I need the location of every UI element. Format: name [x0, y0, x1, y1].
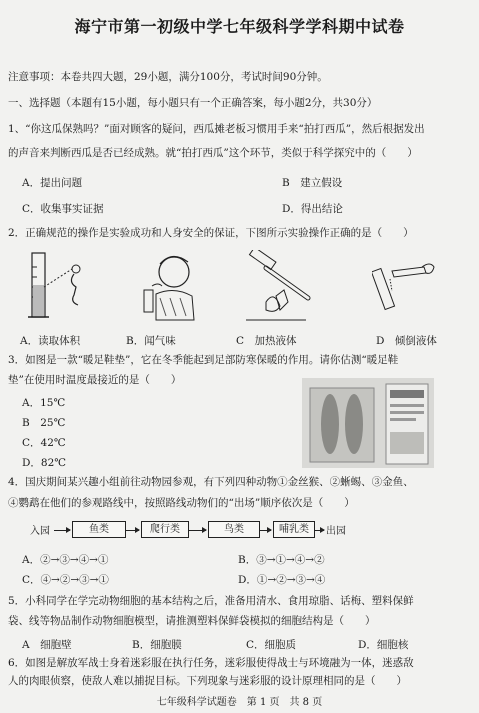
exam-title: 海宁市第一初级中学七年级科学学科期中试卷 [74, 17, 405, 36]
flow-fish: 鱼类 [72, 521, 126, 538]
heating-liquid-figure [236, 250, 326, 322]
q5-stem-line-1: 5．小科同学在学完动物细胞的基本结构之后，准备用清水、食用琼脂、话梅、塑料保鲜 [8, 595, 414, 607]
exam-notice: 注意事项：本卷共四大题，29小题，满分100分，考试时间90分钟。 [8, 71, 328, 83]
q1-stem-line-1: 1、“你这瓜保熟吗？”面对顾客的疑问，西瓜摊老板习惯用手来“拍打西瓜”，然后根据发出 [8, 123, 425, 135]
flow-birds: 鸟类 [208, 521, 260, 538]
q3-option-b: B 25℃ [22, 417, 66, 429]
q6-stem-line-2: 人的肉眼侦察，使敌人难以捕捉目标。下列现象与迷彩服的设计原理相同的是（ ） [8, 675, 407, 687]
smelling-gas-figure [136, 250, 206, 322]
q3-option-a: A．15℃ [22, 397, 66, 409]
q1-stem-line-2: 的声音来判断西瓜是否已经成熟。就“拍打西瓜”这个环节，类似于科学探究中的（ ） [8, 147, 418, 159]
q1-option-a: A．提出问题 [22, 177, 83, 189]
q2-option-b: B．闻气味 [126, 335, 176, 347]
q5-option-d: D．细胞核 [358, 639, 409, 651]
q4-stem-line-2: ④鹦鹉在他们的参观路线中，按照路线动物们的“出场”顺序依次是（ ） [8, 497, 355, 509]
page-footer: 七年级科学试题卷 第 1 页 共 8 页 [156, 697, 323, 708]
q3-option-d: D．82℃ [22, 457, 67, 469]
q2-option-c: C 加热液体 [236, 335, 297, 347]
q3-option-c: C．42℃ [22, 437, 66, 449]
q2-option-d: D 倾倒液体 [376, 335, 437, 347]
flow-arrow [188, 530, 206, 531]
q5-option-c: C．细胞质 [246, 639, 297, 651]
q1-option-d: D．得出结论 [282, 203, 343, 215]
q5-stem-line-2: 袋、线等物品制作动物细胞模型，请推测塑料保鲜袋模拟的细胞结构是（ ） [8, 615, 376, 627]
q5-option-a: A 细胞壁 [22, 639, 72, 651]
flow-arrow [54, 530, 70, 531]
q3-stem-line-1: 3．如图是一款“暖足鞋垫”，它在冬季能起到足部防寒保暖的作用。请你估测“暖足鞋 [8, 354, 399, 366]
q1-option-b: B 建立假设 [282, 177, 343, 189]
section-1-heading: 一、选择题（本题有15小题，每小题只有一个正确答案，每小题2分，共30分） [8, 97, 378, 109]
q4-option-d: D．①→②→③→④ [238, 574, 326, 586]
q4-option-b: B．③→①→④→② [238, 554, 325, 566]
flow-exit: 出园 [326, 526, 346, 537]
q4-option-c: C．④→②→③→① [22, 574, 109, 586]
flow-arrow [125, 530, 139, 531]
flow-arrow [314, 530, 324, 531]
q3-stem-line-2: 垫”在使用时温度最接近的是（ ） [8, 374, 182, 386]
flow-mammals: 哺乳类 [273, 521, 315, 538]
q1-option-c: C．收集事实证据 [22, 203, 104, 215]
q2-option-a: A．读取体积 [20, 335, 81, 347]
q4-stem-line-1: 4．国庆期间某兴趣小组前往动物园参观，有下列四种动物①金丝猴、②蜥蜴、③金鱼、 [8, 476, 414, 488]
flow-entrance: 入园 [30, 526, 50, 537]
q2-stem: 2．正确规范的操作是实验成功和人身安全的保证，下图所示实验操作正确的是（ ） [8, 227, 414, 239]
q6-stem-line-1: 6．如图是解放军战士身着迷彩服在执行任务，迷彩服使得战士与环境融为一体，迷惑敌 [8, 657, 414, 669]
graduated-cylinder-figure [18, 247, 113, 325]
pouring-liquid-figure [372, 257, 442, 319]
q5-option-b: B．细胞膜 [132, 639, 182, 651]
warm-insole-photo [302, 378, 434, 468]
q4-option-a: A．②→③→④→① [22, 554, 109, 566]
flow-arrow [259, 530, 271, 531]
flow-reptiles: 爬行类 [141, 521, 189, 538]
